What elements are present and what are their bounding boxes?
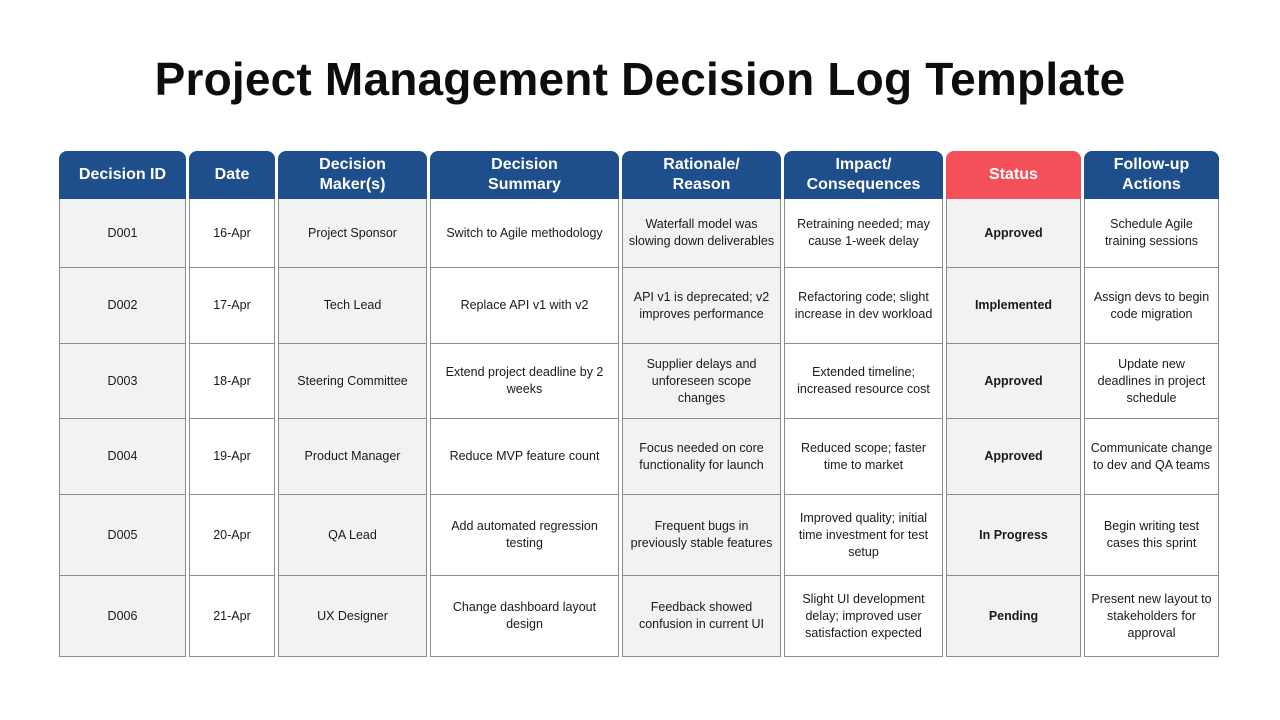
cell-impact: Reduced scope; faster time to market	[784, 419, 943, 495]
header-date: Date	[189, 151, 275, 199]
cell-rationale: Feedback showed confusion in current UI	[622, 576, 781, 657]
header-decision-maker: Decision Maker(s)	[278, 151, 427, 199]
cell-rationale: Frequent bugs in previously stable features	[622, 495, 781, 576]
cell-rationale: Waterfall model was slowing down deliverables	[622, 199, 781, 268]
cell-impact: Refactoring code; slight increase in dev workload	[784, 268, 943, 344]
cell-decision-id: D003	[59, 344, 186, 419]
cell-rationale: Supplier delays and unforeseen scope changes	[622, 344, 781, 419]
cell-impact: Improved quality; initial time investment for test setup	[784, 495, 943, 576]
cell-decision-summary: Replace API v1 with v2	[430, 268, 619, 344]
cell-date: 17-Apr	[189, 268, 275, 344]
cell-rationale: Focus needed on core functionality for launch	[622, 419, 781, 495]
cell-followup: Assign devs to begin code migration	[1084, 268, 1219, 344]
header-decision-id: Decision ID	[59, 151, 186, 199]
cell-decision-summary: Change dashboard layout design	[430, 576, 619, 657]
cell-decision-maker: Tech Lead	[278, 268, 427, 344]
cell-status: Implemented	[946, 268, 1081, 344]
page-title: Project Management Decision Log Template	[154, 53, 1126, 105]
decision-log-table	[59, 151, 1220, 657]
cell-decision-id: D002	[59, 268, 186, 344]
cell-decision-id: D006	[59, 576, 186, 657]
header-followup: Follow-up Actions	[1084, 151, 1219, 199]
header-impact: Impact/ Consequences	[784, 151, 943, 199]
cell-decision-maker: QA Lead	[278, 495, 427, 576]
cell-impact: Extended timeline; increased resource cost	[784, 344, 943, 419]
cell-date: 18-Apr	[189, 344, 275, 419]
cell-status: Approved	[946, 344, 1081, 419]
cell-decision-maker: UX Designer	[278, 576, 427, 657]
cell-impact: Retraining needed; may cause 1-week delay	[784, 199, 943, 268]
cell-date: 16-Apr	[189, 199, 275, 268]
cell-decision-id: D001	[59, 199, 186, 268]
cell-decision-maker: Steering Committee	[278, 344, 427, 419]
cell-status: In Progress	[946, 495, 1081, 576]
cell-status: Approved	[946, 199, 1081, 268]
cell-followup: Communicate change to dev and QA teams	[1084, 419, 1219, 495]
cell-followup: Schedule Agile training sessions	[1084, 199, 1219, 268]
header-status: Status	[946, 151, 1081, 199]
cell-date: 19-Apr	[189, 419, 275, 495]
cell-followup: Present new layout to stakeholders for approval	[1084, 576, 1219, 657]
header-decision-summary: Decision Summary	[430, 151, 619, 199]
cell-status: Approved	[946, 419, 1081, 495]
cell-decision-maker: Product Manager	[278, 419, 427, 495]
header-rationale: Rationale/ Reason	[622, 151, 781, 199]
cell-status: Pending	[946, 576, 1081, 657]
cell-decision-id: D005	[59, 495, 186, 576]
cell-followup: Update new deadlines in project schedule	[1084, 344, 1219, 419]
cell-decision-summary: Extend project deadline by 2 weeks	[430, 344, 619, 419]
cell-decision-summary: Add automated regression testing	[430, 495, 619, 576]
cell-decision-maker: Project Sponsor	[278, 199, 427, 268]
cell-followup: Begin writing test cases this sprint	[1084, 495, 1219, 576]
cell-impact: Slight UI development delay; improved user satisfaction expected	[784, 576, 943, 657]
cell-date: 20-Apr	[189, 495, 275, 576]
cell-decision-summary: Reduce MVP feature count	[430, 419, 619, 495]
cell-date: 21-Apr	[189, 576, 275, 657]
cell-decision-id: D004	[59, 419, 186, 495]
cell-decision-summary: Switch to Agile methodology	[430, 199, 619, 268]
cell-rationale: API v1 is deprecated; v2 improves performance	[622, 268, 781, 344]
